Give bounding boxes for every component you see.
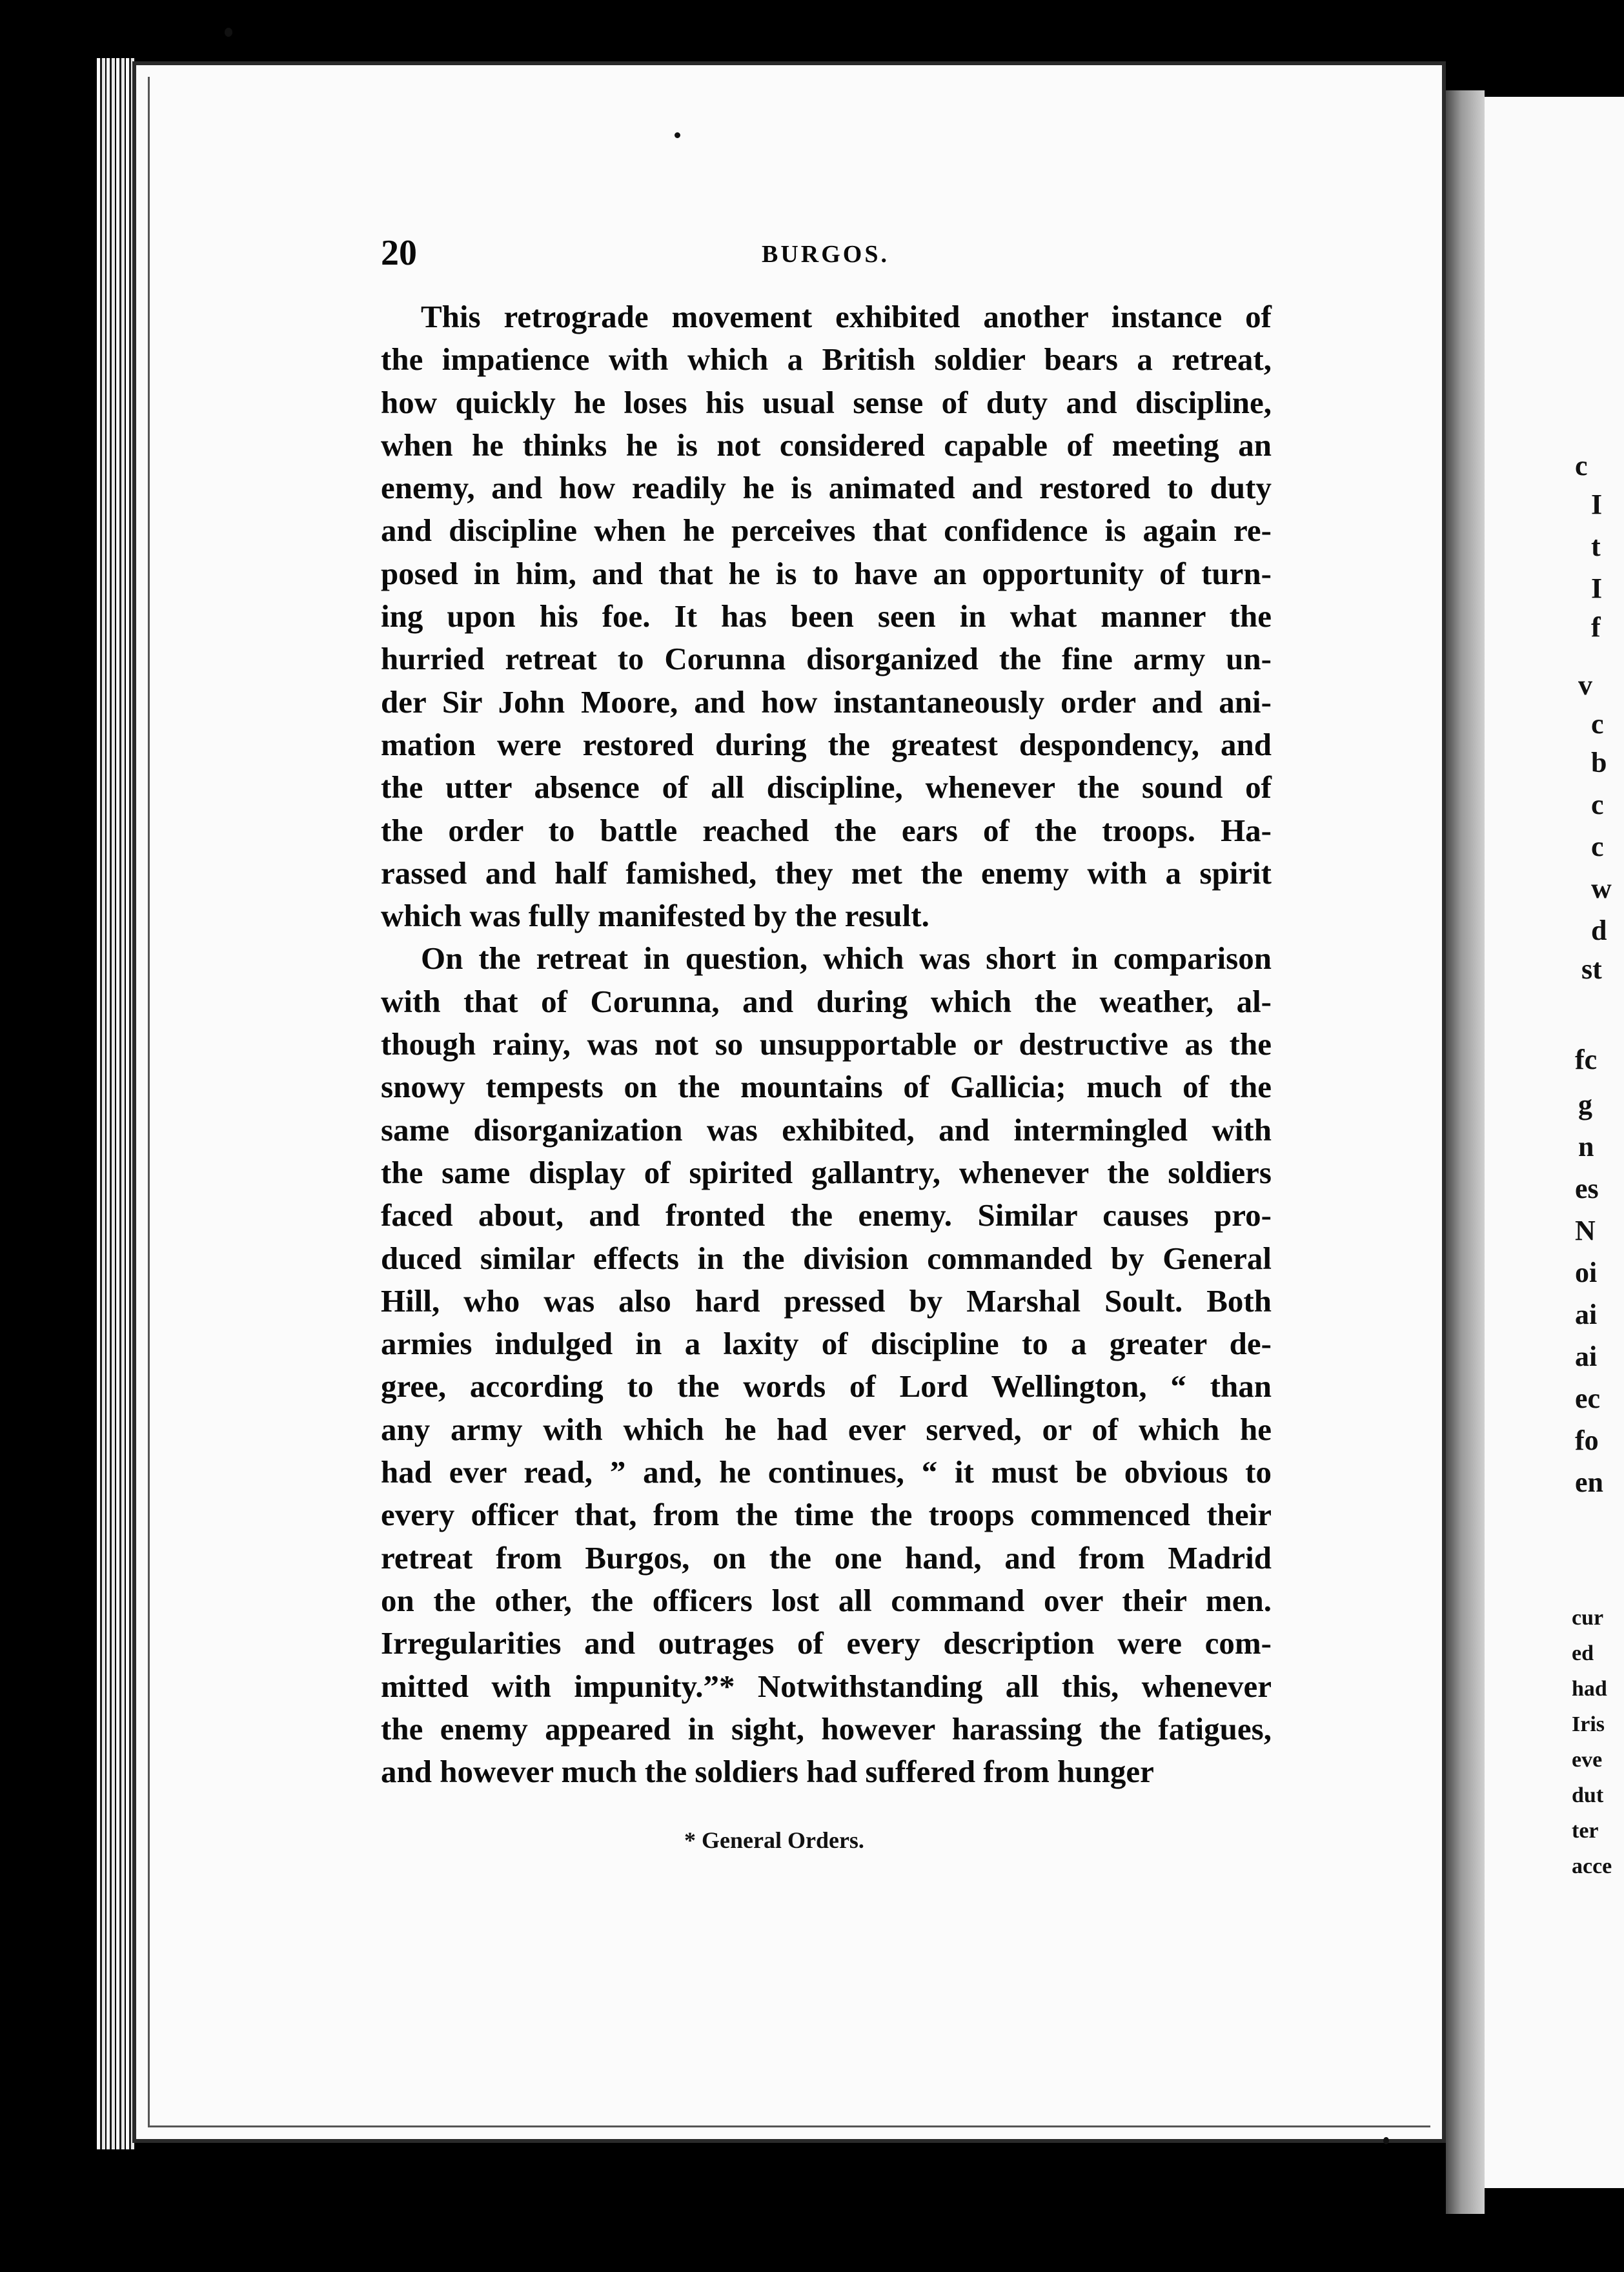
text-line: the same display of spirited gallantry, whenever the soldiers (381, 1154, 1272, 1190)
text-line: with that of Corunna, and during which the weather, al- (381, 983, 1272, 1019)
facing-page-fragment: ed (1572, 1641, 1594, 1665)
text-line: der Sir John Moore, and how instantaneously order and ani- (381, 684, 1272, 720)
text-line: Irregularities and outrages of every description were com- (381, 1625, 1272, 1661)
facing-page (1485, 97, 1624, 2188)
facing-page-fragment: acce (1572, 1854, 1612, 1878)
text-line: gree, according to the words of Lord Wellington, “ than (381, 1368, 1272, 1405)
facing-page-fragment: dut (1572, 1783, 1604, 1807)
text-line: ing upon his foe. It has been seen in what manner the (381, 598, 1272, 634)
text-line: which was fully manifested by the result. (381, 898, 929, 934)
facing-page-fragment: v (1578, 669, 1592, 701)
facing-page-fragment: I (1591, 573, 1603, 604)
facing-page-fragment: es (1575, 1173, 1599, 1204)
text-line: the enemy appeared in sight, however harassing the fatigues, (381, 1710, 1272, 1747)
text-line: and discipline when he perceives that confidence is again re- (381, 512, 1272, 549)
facing-page-fragment: ec (1575, 1383, 1601, 1414)
text-line: enemy, and how readily he is animated and restored to duty (381, 470, 1272, 506)
text-line: the impatience with which a British soldier bears a retreat, (381, 341, 1272, 378)
text-line: posed in him, and that he is to have an opportunity of turn- (381, 555, 1272, 591)
facing-page-fragment: c (1591, 708, 1604, 740)
facing-page-fragment: c (1591, 831, 1604, 862)
text-line: had ever read, ” and, he continues, “ it must be obvious to (381, 1454, 1272, 1490)
facing-page-fragment: fc (1575, 1044, 1598, 1075)
text-line: mitted with impunity.”* Notwithstanding all this, whenever (381, 1668, 1272, 1704)
text-line: when he thinks he is not considered capable of meeting an (381, 427, 1272, 463)
facing-page-fragment: fo (1575, 1425, 1599, 1456)
facing-page-fragment: had (1572, 1677, 1607, 1701)
text-line: same disorganization was exhibited, and intermingled with (381, 1111, 1272, 1148)
facing-page-fragment: Iris (1572, 1712, 1605, 1736)
facing-page-fragment: ai (1575, 1341, 1598, 1372)
text-line: though rainy, was not so unsupportable or destructive as the (381, 1026, 1272, 1062)
facing-page-fragment: ter (1572, 1819, 1599, 1843)
facing-page-fragment: ai (1575, 1299, 1598, 1330)
facing-page-fragment: oi (1575, 1257, 1598, 1288)
text-line: on the other, the officers lost all command over their men. (381, 1582, 1272, 1618)
text-line: any army with which he had ever served, or of which he (381, 1411, 1272, 1447)
facing-page-fragment: st (1581, 953, 1602, 985)
body-text (381, 296, 1272, 1793)
text-line: snowy tempests on the mountains of Gallicia; much of the (381, 1069, 1272, 1105)
running-head: BURGOS. (762, 241, 889, 268)
page-header (381, 232, 1265, 278)
facing-page-fragment: t (1591, 531, 1601, 562)
text-line: On the retreat in question, which was short in comparison (421, 940, 1272, 977)
facing-page-fragment: d (1591, 915, 1607, 946)
text-line: duced similar effects in the division commanded by General (381, 1240, 1272, 1276)
text-line: the utter absence of all discipline, whenever the sound of (381, 769, 1272, 806)
book-fore-edge (97, 58, 136, 2149)
facing-page-fragment: cur (1572, 1606, 1604, 1630)
text-line: faced about, and fronted the enemy. Similar causes pro- (381, 1197, 1272, 1233)
text-line: This retrograde movement exhibited another instance of (421, 299, 1272, 334)
facing-page-fragment: f (1591, 611, 1601, 643)
facing-page-fragment: w (1591, 873, 1612, 904)
text-line: rassed and half famished, they met the enemy with a spirit (381, 855, 1272, 891)
footnote: * General Orders. (684, 1827, 864, 1853)
text-line: armies indulged in a laxity of discipline to a greater de- (381, 1326, 1272, 1362)
text-line: every officer that, from the time the troops commenced their (381, 1497, 1272, 1533)
text-line: retreat from Burgos, on the one hand, and from Madrid (381, 1539, 1272, 1576)
facing-page-fragment: c (1591, 789, 1604, 820)
page-number: 20 (381, 233, 417, 273)
scan-speck (1383, 2137, 1389, 2144)
text-line: and however much the soldiers had suffered from hunger (381, 1754, 1154, 1790)
facing-page-fragment: N (1575, 1215, 1596, 1246)
facing-page-fragment: c (1575, 450, 1588, 482)
text-line: how quickly he loses his usual sense of duty and discipline, (381, 384, 1272, 420)
facing-page-fragment: b (1591, 747, 1607, 778)
facing-page-fragment: g (1578, 1089, 1592, 1121)
text-line: mation were restored during the greatest despondency, and (381, 726, 1272, 762)
facing-page-fragment: I (1591, 489, 1603, 520)
book-gutter (1446, 90, 1485, 2214)
facing-page-fragment: eve (1572, 1748, 1603, 1772)
facing-page-fragment: en (1575, 1466, 1603, 1498)
facing-page-fragment: n (1578, 1131, 1594, 1162)
scan-speck (225, 28, 232, 37)
scan-speck (675, 132, 680, 138)
text-line: the order to battle reached the ears of the troops. Ha- (381, 812, 1272, 848)
text-line: hurried retreat to Corunna disorganized the fine army un- (381, 641, 1272, 677)
text-line: Hill, who was also hard pressed by Marshal Soult. Both (381, 1283, 1272, 1319)
